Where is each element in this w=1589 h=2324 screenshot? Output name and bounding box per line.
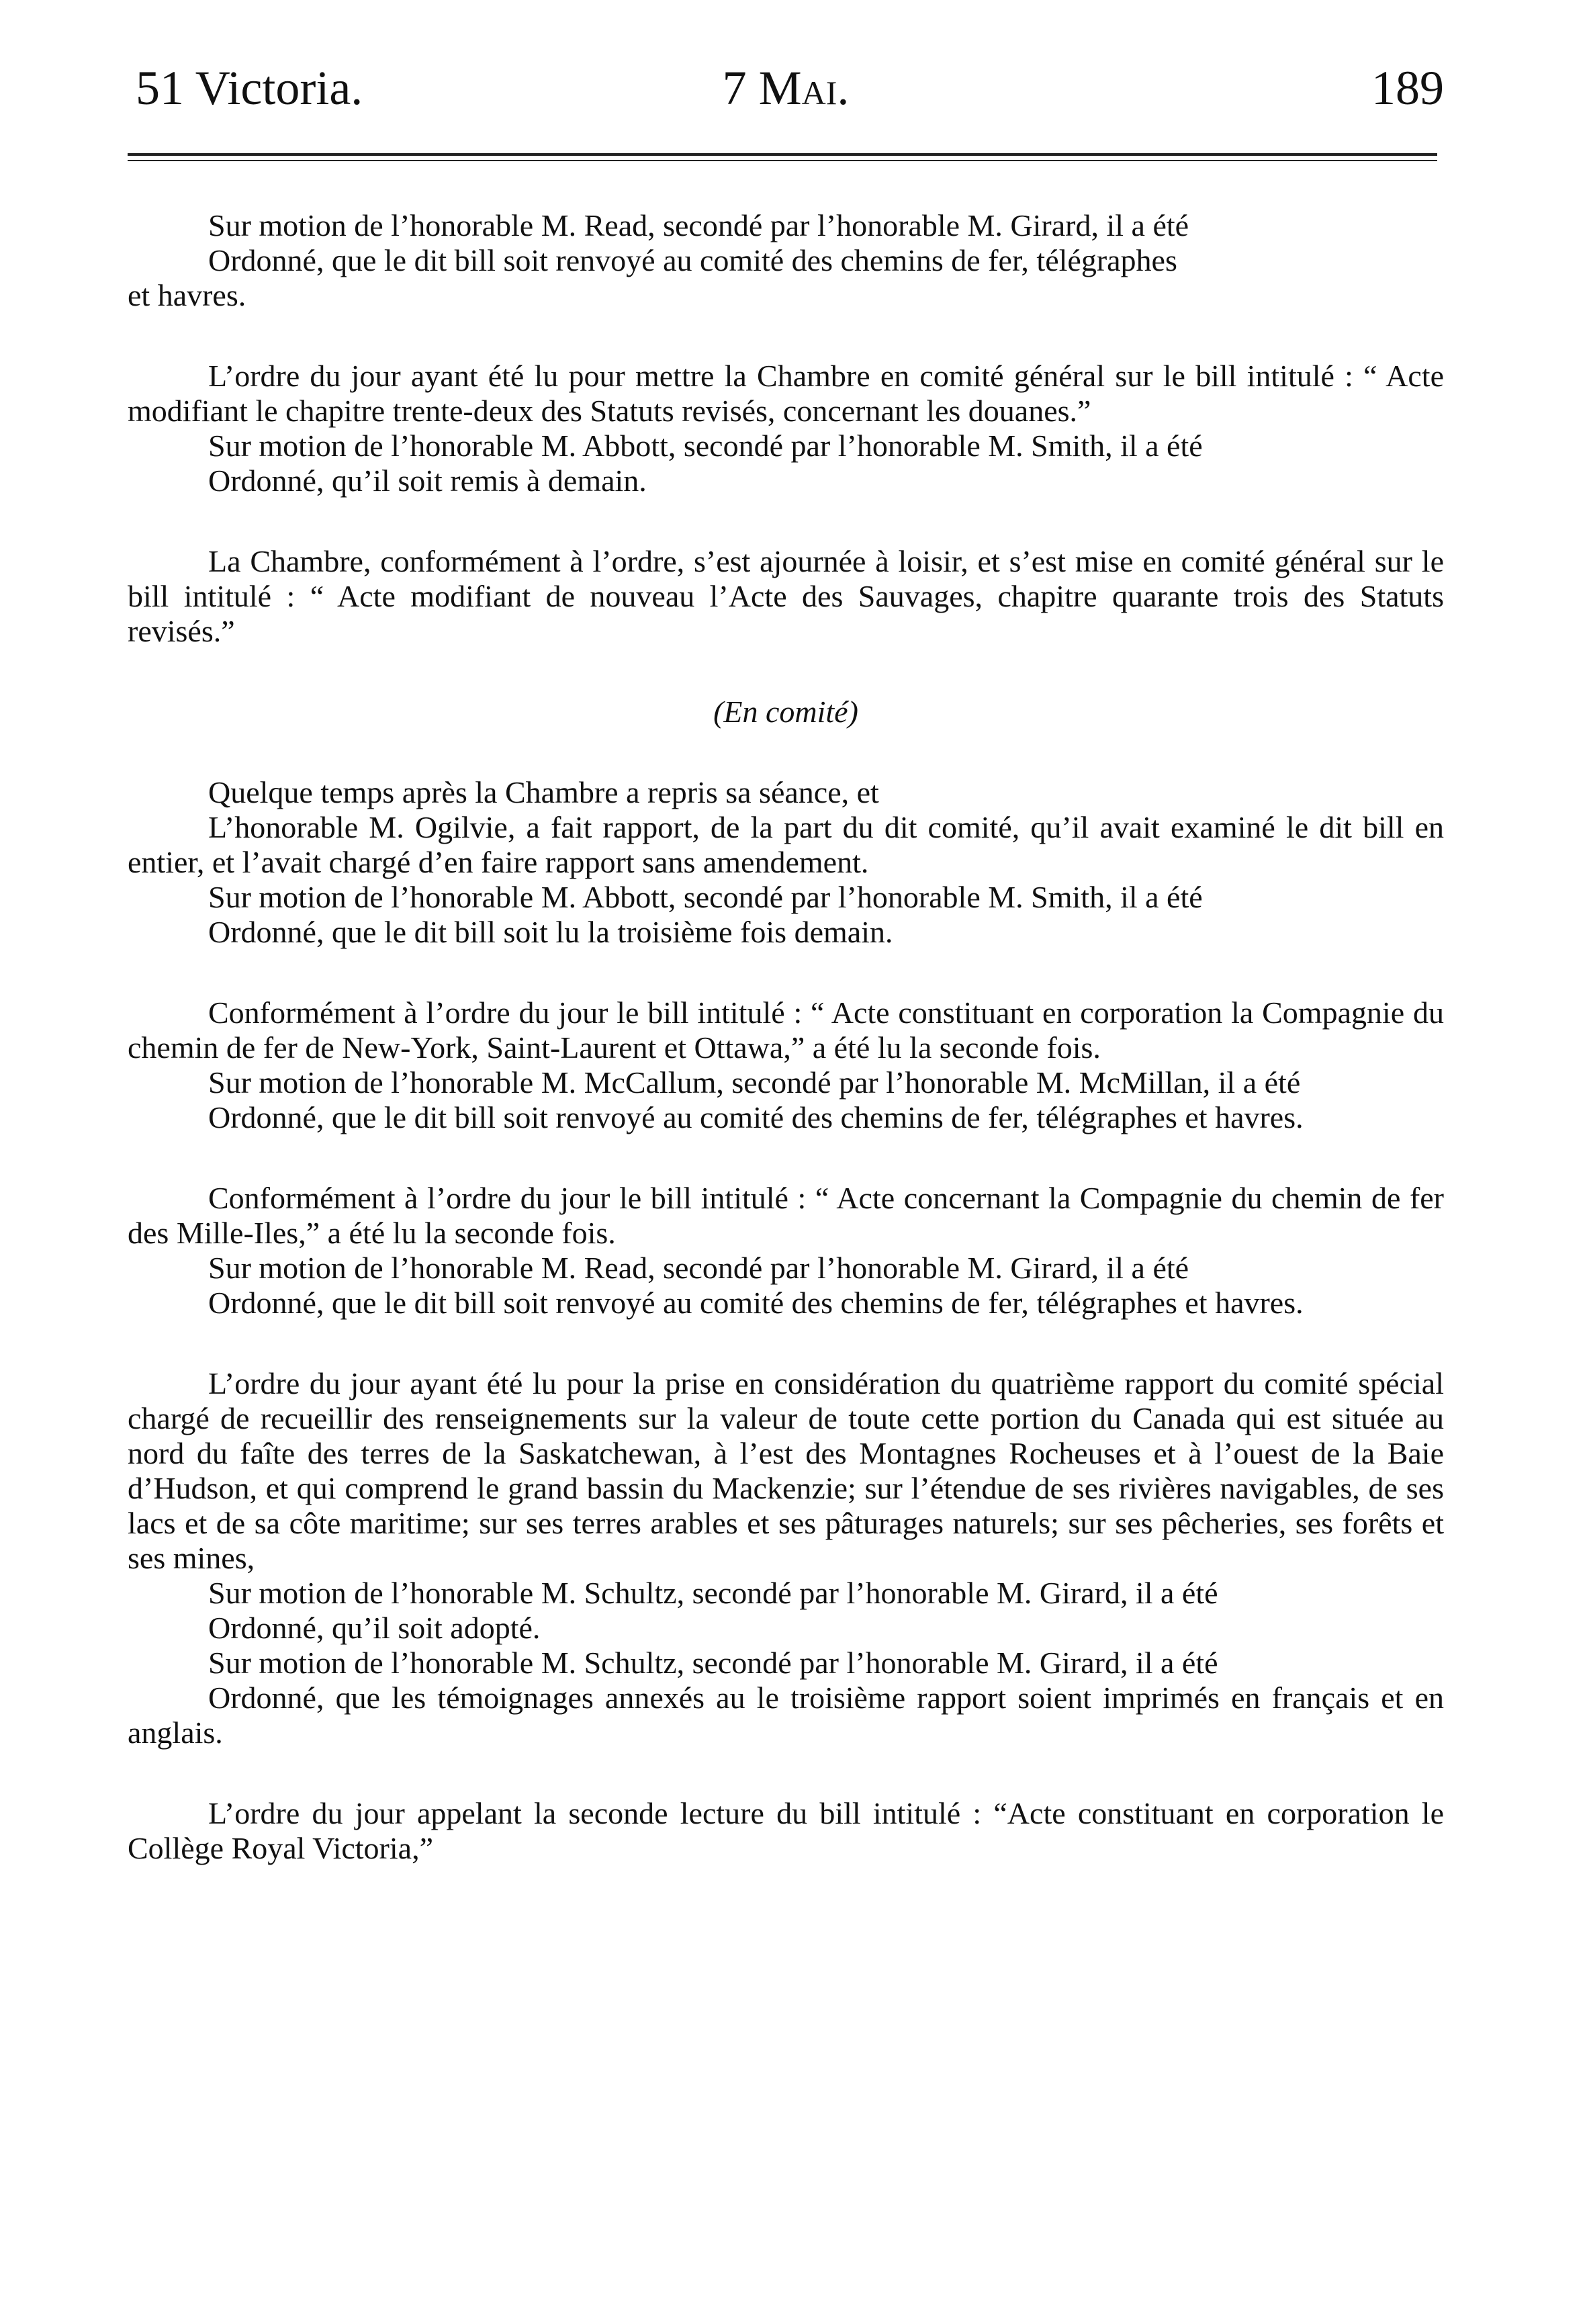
journal-page xyxy=(128,60,1444,1912)
journal-entry xyxy=(128,1796,1444,1866)
entry-paragraph: Sur motion de l’honorable M. Abbott, secondé par l’honorable M. Smith, il a été xyxy=(208,429,1203,463)
entry-paragraph: Conformément à l’ordre du jour le bill intitulé : “ Acte concernant la Compagnie du chemin de fer des Mille-Iles,” a été lu la seconde fois. xyxy=(128,1181,1444,1250)
header-rule xyxy=(128,153,1437,161)
journal-entry xyxy=(128,1366,1444,1750)
entry-paragraph: Sur motion de l’honorable M. McCallum, secondé par l’honorable M. McMillan, il a été xyxy=(208,1065,1301,1100)
journal-entry xyxy=(128,359,1444,498)
entry-paragraph: La Chambre, conformément à l’ordre, s’est ajournée à loisir, et s’est mise en comité général sur le bill intitulé : “ Acte modifiant de nouveau l’Acte des Sauvages, chapitre quarante trois des Statuts revisés.” xyxy=(128,544,1444,648)
entry-paragraph: Ordonné, que le dit bill soit renvoyé au comité des chemins de fer, télégraphes et havres. xyxy=(208,1286,1304,1320)
journal-entry xyxy=(128,208,1444,313)
entry-paragraph: L’ordre du jour appelant la seconde lecture du bill intitulé : “Acte constituant en corporation le Collège Royal Victoria,” xyxy=(128,1796,1444,1865)
page-number: 189 xyxy=(1371,61,1444,115)
entry-paragraph: L’ordre du jour ayant été lu pour la prise en considération du quatrième rapport du comité spécial chargé de recueillir des renseignements sur la valeur de toute cette portion du Canada qui est située au nord du faîte des terres de la Saskatchewan, à l’est des Montagnes Rocheuses et à l’ouest de la Baie d’Hudson, et qui comprend le grand bassin du Mackenzie; sur l’étendue de ses rivières navigables, de ses lacs et de sa côte maritime; sur ses terres arables et ses pâturages naturels; sur ses pêcheries, ses forêts et ses mines, xyxy=(128,1366,1444,1575)
body-text xyxy=(128,208,1444,1866)
journal-entry xyxy=(128,775,1444,950)
entry-paragraph: L’honorable M. Ogilvie, a fait rapport, de la part du dit comité, qu’il avait examiné le dit bill en entier, et l’avait chargé d’en faire rapport sans amendement. xyxy=(128,810,1444,879)
session-label: 51 Victoria. xyxy=(136,61,363,115)
entry-paragraph: L’ordre du jour ayant été lu pour mettre la Chambre en comité général sur le bill intitulé : “ Acte modifiant le chapitre trente-deux des Statuts revisés, concernant les douanes.” xyxy=(128,359,1444,428)
entry-paragraph: Sur motion de l’honorable M. Schultz, secondé par l’honorable M. Girard, il a été xyxy=(208,1576,1218,1610)
entry-paragraph: Sur motion de l’honorable M. Abbott, secondé par l’honorable M. Smith, il a été xyxy=(208,880,1203,914)
entry-paragraph: Conformément à l’ordre du jour le bill intitulé : “ Acte constituant en corporation la Compagnie du chemin de fer de New-York, Saint-Laurent et Ottawa,” a été lu la seconde fois. xyxy=(128,995,1444,1065)
running-head xyxy=(128,60,1444,134)
committee-heading: (En comité) xyxy=(713,695,858,729)
entry-paragraph: Ordonné, que le dit bill soit lu la troisième fois demain. xyxy=(208,915,893,949)
entry-paragraph: Sur motion de l’honorable M. Read, secondé par l’honorable M. Girard, il a été xyxy=(208,208,1189,242)
journal-entry xyxy=(128,995,1444,1135)
entry-paragraph: Sur motion de l’honorable M. Read, secondé par l’honorable M. Girard, il a été xyxy=(208,1251,1189,1285)
entry-paragraph: Quelque temps après la Chambre a repris sa séance, et xyxy=(208,775,879,809)
entry-paragraph: Ordonné, que les témoignages annexés au le troisième rapport soient imprimés en français et en anglais. xyxy=(128,1681,1444,1750)
date-heading: 7 Mai. xyxy=(722,61,850,115)
entry-paragraph: Ordonné, que le dit bill soit renvoyé au comité des chemins de fer, télégraphes et havres. xyxy=(208,1100,1304,1134)
entry-paragraph: et havres. xyxy=(128,278,246,312)
journal-entry xyxy=(128,544,1444,649)
entry-paragraph: Ordonné, que le dit bill soit renvoyé au comité des chemins de fer, télégraphes xyxy=(208,243,1177,277)
entry-paragraph: Ordonné, qu’il soit remis à demain. xyxy=(208,463,647,498)
entry-paragraph: Sur motion de l’honorable M. Schultz, secondé par l’honorable M. Girard, il a été xyxy=(208,1646,1218,1680)
journal-entry xyxy=(128,1181,1444,1321)
entry-paragraph: Ordonné, qu’il soit adopté. xyxy=(208,1611,541,1645)
